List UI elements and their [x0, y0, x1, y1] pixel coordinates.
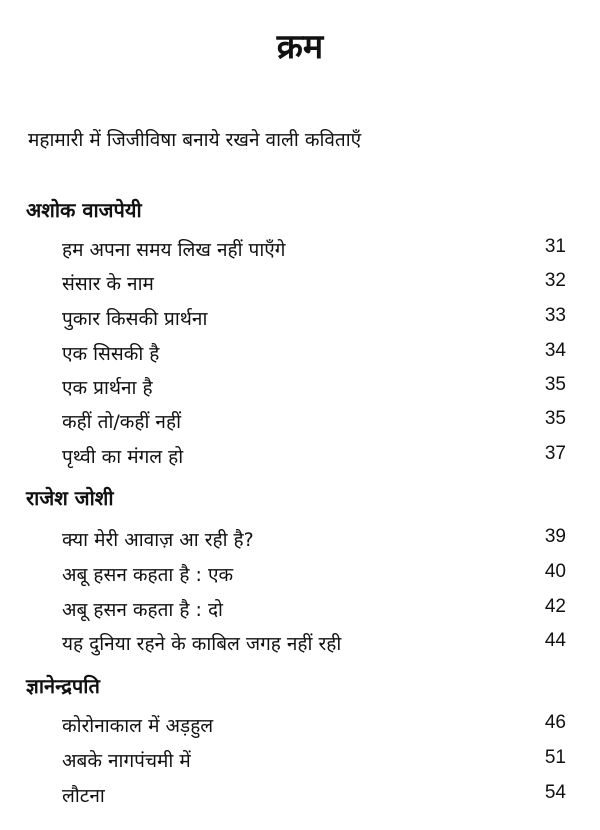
toc-entry	[0, 374, 600, 404]
toc-entry	[0, 630, 600, 660]
section-author: अशोक वाजपेयी	[26, 198, 142, 222]
entry-page-number: 33	[544, 305, 566, 326]
entry-title: यह दुनिया रहने के काबिल जगह नहीं रही	[62, 633, 342, 655]
entry-page-number: 31	[544, 236, 566, 257]
entry-title: लौटना	[62, 785, 105, 807]
toc-entry	[0, 561, 600, 591]
entry-page-number: 42	[544, 596, 566, 617]
entry-title: हम अपना समय लिख नहीं पाएँगे	[62, 239, 286, 261]
toc-entry	[0, 526, 600, 556]
entry-page-number: 39	[544, 526, 566, 547]
toc-entry	[0, 443, 600, 473]
entry-title: अबू हसन कहता है : एक	[62, 564, 234, 586]
entry-page-number: 40	[544, 561, 566, 582]
entry-title: पृथ्वी का मंगल हो	[62, 446, 184, 468]
entry-page-number: 35	[544, 374, 566, 395]
toc-entry	[0, 712, 600, 742]
entry-page-number: 35	[544, 408, 566, 429]
entry-page-number: 51	[544, 747, 566, 768]
entry-page-number: 54	[544, 782, 566, 803]
page-title: क्रम	[276, 27, 324, 67]
toc-entry	[0, 747, 600, 777]
entry-title: क्या मेरी आवाज़ आ रही है?	[62, 529, 254, 551]
entry-title: कहीं तो/कहीं नहीं	[62, 411, 181, 433]
toc-entry	[0, 270, 600, 300]
entry-page-number: 34	[544, 340, 566, 361]
entry-title: एक प्रार्थना है	[62, 377, 153, 399]
toc-entry	[0, 305, 600, 335]
entry-title: एक सिसकी है	[62, 343, 160, 365]
toc-entry	[0, 408, 600, 438]
entry-title: संसार के नाम	[62, 273, 154, 295]
intro-heading: महामारी में जिजीविषा बनाये रखने वाली कविताएँ	[28, 129, 362, 151]
section-author: ज्ञानेन्द्रपति	[26, 674, 100, 698]
entry-title: पुकार किसकी प्रार्थना	[62, 308, 208, 330]
toc-entry	[0, 596, 600, 626]
entry-title: अबू हसन कहता है : दो	[62, 599, 223, 621]
section-author: राजेश जोशी	[26, 486, 114, 510]
entry-title: कोरोनाकाल में अड़हुल	[62, 715, 214, 737]
entry-title: अबके नागपंचमी में	[62, 750, 191, 772]
toc-entry	[0, 236, 600, 266]
entry-page-number: 32	[544, 270, 566, 291]
toc-entry	[0, 340, 600, 370]
entry-page-number: 44	[544, 630, 566, 651]
entry-page-number: 46	[544, 712, 566, 733]
toc-entry	[0, 782, 600, 812]
entry-page-number: 37	[544, 443, 566, 464]
